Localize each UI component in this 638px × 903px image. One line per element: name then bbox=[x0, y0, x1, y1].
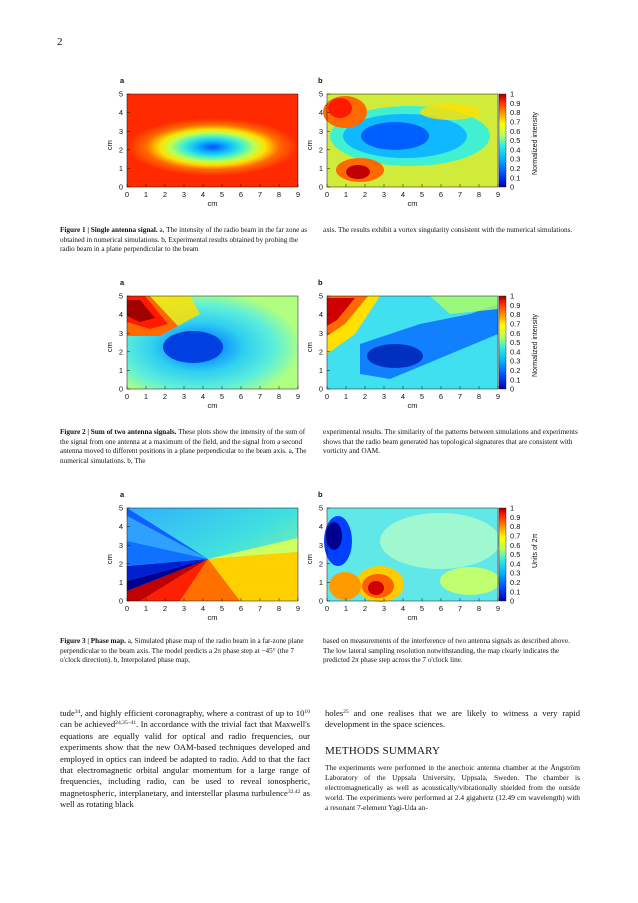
panel-a-xtick-label: 7 bbox=[257, 604, 263, 613]
figure-1-panel-a-map bbox=[127, 94, 298, 187]
figure-3-colorbar-label: Units of 2π bbox=[532, 533, 539, 568]
colorbar-tick-label: 0.6 bbox=[510, 126, 521, 136]
figure-1-panel-a-label: a bbox=[120, 76, 125, 85]
panel-a-ytick-label: 2 bbox=[118, 347, 123, 357]
colorbar-tick-label: 0.7 bbox=[510, 117, 521, 127]
panel-b-ylabel: cm bbox=[305, 140, 314, 151]
figure-2-panel-b-map bbox=[327, 296, 498, 389]
panel-a-xtick-label: 0 bbox=[124, 190, 130, 199]
panel-b-xtick-label: 1 bbox=[343, 604, 349, 613]
panel-b-xtick-label: 1 bbox=[343, 190, 349, 199]
panel-a-ytick-label: 1 bbox=[118, 366, 123, 375]
figure-2-caption-right: experimental results. The similarity of the patterns between simulations and experiments shows that the radio beam generated has topological signatures that are consistent with vorticity and OAM. bbox=[323, 428, 578, 456]
colorbar-tick-label: 0.4 bbox=[510, 347, 521, 357]
colorbar-tick-label: 0.4 bbox=[510, 145, 521, 155]
colorbar-tick-label: 0.1 bbox=[510, 375, 521, 385]
colorbar-tick-label: 0.7 bbox=[510, 319, 521, 329]
panel-a-xtick-label: 2 bbox=[162, 190, 168, 199]
figure-2 bbox=[0, 274, 638, 424]
panel-a-xtick-label: 3 bbox=[181, 190, 187, 199]
panel-b-xtick-label: 3 bbox=[381, 190, 387, 199]
colorbar-tick-label: 1 bbox=[510, 89, 515, 99]
colorbar-tick-label: 0.5 bbox=[510, 136, 521, 146]
panel-a-ytick-label: 0 bbox=[118, 182, 123, 192]
panel-b-xtick-label: 4 bbox=[400, 604, 406, 613]
panel-a-ytick-label: 3 bbox=[118, 126, 123, 136]
methods-heading: METHODS SUMMARY bbox=[325, 745, 441, 757]
figure-3 bbox=[0, 486, 638, 636]
body-text-right: holes$^{25}$ and one realises that we are likely to witness a very rapid development in the space sciences. bbox=[325, 708, 580, 730]
colorbar-tick-label: 0.9 bbox=[510, 300, 521, 310]
panel-b-xtick-label: 2 bbox=[362, 604, 368, 613]
figure-2-colorbar bbox=[499, 296, 506, 389]
panel-b-xtick-label: 3 bbox=[381, 392, 387, 401]
figure-3-panel-a-label: a bbox=[120, 490, 125, 499]
panel-a-ytick-label: 0 bbox=[118, 596, 123, 606]
panel-a-xtick-label: 0 bbox=[124, 604, 130, 613]
panel-b-ytick-label: 0 bbox=[318, 182, 323, 192]
panel-b-xtick-label: 6 bbox=[438, 604, 444, 613]
colorbar-tick-label: 0.2 bbox=[510, 164, 521, 173]
page-number: 2 bbox=[57, 36, 63, 48]
panel-b-xtick-label: 8 bbox=[476, 392, 482, 401]
panel-a-ylabel: cm bbox=[105, 140, 114, 151]
panel-a-ytick-label: 4 bbox=[118, 522, 123, 532]
colorbar-tick-label: 0.2 bbox=[510, 366, 521, 375]
panel-a-xtick-label: 3 bbox=[181, 392, 187, 401]
panel-a-xtick-label: 3 bbox=[181, 604, 187, 613]
panel-b-xtick-label: 6 bbox=[438, 190, 444, 199]
colorbar-tick-label: 0.7 bbox=[510, 531, 521, 541]
panel-b-ytick-label: 5 bbox=[318, 291, 323, 301]
panel-a-ytick-label: 4 bbox=[118, 108, 123, 118]
panel-a-xtick-label: 9 bbox=[295, 190, 301, 199]
panel-a-xtick-label: 4 bbox=[200, 190, 206, 199]
figure-3-colorbar bbox=[499, 508, 506, 601]
panel-a-ytick-label: 5 bbox=[118, 89, 123, 99]
panel-b-xtick-label: 0 bbox=[324, 392, 330, 401]
panel-a-ytick-label: 1 bbox=[118, 578, 123, 587]
panel-b-xtick-label: 5 bbox=[419, 190, 425, 199]
colorbar-tick-label: 1 bbox=[510, 291, 515, 301]
figure-1-panel-b-map bbox=[323, 94, 498, 187]
colorbar-tick-label: 0 bbox=[510, 182, 515, 192]
panel-b-ytick-label: 5 bbox=[318, 89, 323, 99]
panel-a-xtick-label: 8 bbox=[276, 604, 282, 613]
panel-a-xtick-label: 7 bbox=[257, 392, 263, 401]
panel-a-xtick-label: 0 bbox=[124, 392, 130, 401]
colorbar-tick-label: 0.4 bbox=[510, 559, 521, 569]
panel-b-xtick-label: 2 bbox=[362, 392, 368, 401]
panel-b-xtick-label: 7 bbox=[457, 190, 463, 199]
panel-a-xlabel: cm bbox=[207, 613, 218, 622]
figure-3-panel-a-map bbox=[127, 508, 298, 601]
figure-3-caption-right: based on measurements of the interference of two antenna signals as described above. The low lateral sampling resolution notwithstanding, the map clearly indicates the predicted 2π phase step across the 7 o'clock line. bbox=[323, 637, 570, 665]
figure-2-caption-left: Figure 2 | Sum of two antenna signals. These plots show the intensity of the sum of the signal from one antenna at a maximum of the field, and the signal from a second antenna moved to different positions in a plane perpendicular to the beam axis. a, The numerical simulations. b, The bbox=[60, 428, 307, 465]
panel-b-xlabel: cm bbox=[407, 199, 418, 208]
colorbar-tick-label: 0 bbox=[510, 384, 515, 394]
colorbar-tick-label: 0.3 bbox=[510, 568, 521, 578]
panel-b-xtick-label: 8 bbox=[476, 604, 482, 613]
panel-a-ytick-label: 1 bbox=[118, 164, 123, 173]
figure-3-caption-left: Figure 3 | Phase map. a, Simulated phase map of the radio beam in a far-zone plane perpendicular to the beam axis. The model predicts a 2π phase step at −45° (the 7 o'clock direction). b, Interpolated phase map, bbox=[60, 637, 304, 665]
panel-a-xtick-label: 7 bbox=[257, 190, 263, 199]
panel-b-xtick-label: 9 bbox=[495, 190, 501, 199]
panel-b-ytick-label: 4 bbox=[318, 310, 323, 320]
colorbar-tick-label: 0.5 bbox=[510, 338, 521, 348]
panel-b-ytick-label: 1 bbox=[318, 164, 323, 173]
figure-2-panel-a-map bbox=[127, 296, 298, 389]
panel-a-xtick-label: 8 bbox=[276, 392, 282, 401]
panel-b-ytick-label: 3 bbox=[318, 328, 323, 338]
panel-b-ylabel: cm bbox=[305, 554, 314, 565]
panel-a-xtick-label: 6 bbox=[238, 604, 244, 613]
panel-b-ylabel: cm bbox=[305, 342, 314, 353]
panel-a-xtick-label: 1 bbox=[143, 604, 149, 613]
figure-2-panel-a-label: a bbox=[120, 278, 125, 287]
panel-b-xtick-label: 4 bbox=[400, 392, 406, 401]
panel-a-ytick-label: 5 bbox=[118, 291, 123, 301]
panel-a-xtick-label: 9 bbox=[295, 392, 301, 401]
panel-b-xtick-label: 2 bbox=[362, 190, 368, 199]
panel-a-ytick-label: 4 bbox=[118, 310, 123, 320]
figure-2-colorbar-label: Normalized intensity bbox=[532, 313, 539, 377]
panel-b-ytick-label: 1 bbox=[318, 578, 323, 587]
panel-b-xtick-label: 5 bbox=[419, 604, 425, 613]
panel-b-xlabel: cm bbox=[407, 613, 418, 622]
panel-a-ylabel: cm bbox=[105, 554, 114, 565]
colorbar-tick-label: 0.1 bbox=[510, 587, 521, 597]
panel-b-ytick-label: 2 bbox=[318, 347, 323, 357]
panel-b-ytick-label: 1 bbox=[318, 366, 323, 375]
panel-b-ytick-label: 3 bbox=[318, 126, 323, 136]
panel-a-xtick-label: 6 bbox=[238, 190, 244, 199]
panel-b-xtick-label: 7 bbox=[457, 604, 463, 613]
panel-b-xtick-label: 6 bbox=[438, 392, 444, 401]
panel-b-ytick-label: 2 bbox=[318, 145, 323, 155]
panel-b-ytick-label: 5 bbox=[318, 503, 323, 513]
panel-a-xtick-label: 6 bbox=[238, 392, 244, 401]
panel-a-xtick-label: 4 bbox=[200, 392, 206, 401]
panel-b-ytick-label: 4 bbox=[318, 108, 323, 118]
figure-1-caption-right: axis. The results exhibit a vortex singularity consistent with the numerical simulations. bbox=[323, 226, 573, 234]
panel-b-xtick-label: 5 bbox=[419, 392, 425, 401]
panel-b-ytick-label: 4 bbox=[318, 522, 323, 532]
panel-b-xtick-label: 0 bbox=[324, 190, 330, 199]
panel-b-xtick-label: 8 bbox=[476, 190, 482, 199]
panel-a-xtick-label: 5 bbox=[219, 190, 225, 199]
panel-a-xtick-label: 2 bbox=[162, 392, 168, 401]
colorbar-tick-label: 0.6 bbox=[510, 540, 521, 550]
panel-a-ytick-label: 5 bbox=[118, 503, 123, 513]
panel-a-ytick-label: 3 bbox=[118, 540, 123, 550]
colorbar-tick-label: 0.3 bbox=[510, 356, 521, 366]
panel-b-xlabel: cm bbox=[407, 401, 418, 410]
colorbar-tick-label: 0.1 bbox=[510, 173, 521, 183]
colorbar-tick-label: 0.9 bbox=[510, 98, 521, 108]
colorbar-tick-label: 1 bbox=[510, 503, 515, 513]
panel-a-xtick-label: 1 bbox=[143, 392, 149, 401]
colorbar-tick-label: 0.8 bbox=[510, 310, 521, 320]
panel-a-xtick-label: 5 bbox=[219, 604, 225, 613]
colorbar-tick-label: 0.2 bbox=[510, 578, 521, 587]
panel-a-ytick-label: 0 bbox=[118, 384, 123, 394]
panel-a-ytick-label: 2 bbox=[118, 559, 123, 569]
panel-a-xtick-label: 8 bbox=[276, 190, 282, 199]
panel-a-xlabel: cm bbox=[207, 199, 218, 208]
panel-b-xtick-label: 1 bbox=[343, 392, 349, 401]
figure-3-panel-b-map bbox=[324, 508, 500, 602]
body-text-left: tude$^{34}$, and highly efficient coronagraphy, where a contrast of up to $10^{10}$ can be achieved$^{24,35-41}$. In accordance with the trivial fact that Maxwell's equations are equally valid for optical and radio frequencies, our experiments show that the new OAM-based techniques developed and employed in optics can indeed be adapted to radio. Add to that the fact that electromagnetic orbital angular momentum for a large range of frequencies, including radio, can be used to reveal ionospheric, magnetospheric, interplanetary, and interstellar plasma turbulence$^{32,42}$ as well as rotating black bbox=[60, 708, 310, 810]
figure-2-panel-b-label: b bbox=[318, 278, 323, 287]
colorbar-tick-label: 0.5 bbox=[510, 550, 521, 560]
colorbar-tick-label: 0 bbox=[510, 596, 515, 606]
colorbar-tick-label: 0.8 bbox=[510, 522, 521, 532]
panel-a-xtick-label: 1 bbox=[143, 190, 149, 199]
figure-1-caption-left: Figure 1 | Single antenna signal. a, The intensity of the radio beam in the far zone as obtained in numerical simulations. b, Experimental results obtained by probing the radio beam in a plane perpendicular to the beam bbox=[60, 226, 308, 254]
panel-b-xtick-label: 7 bbox=[457, 392, 463, 401]
panel-b-xtick-label: 9 bbox=[495, 392, 501, 401]
panel-b-ytick-label: 2 bbox=[318, 559, 323, 569]
panel-b-ytick-label: 3 bbox=[318, 540, 323, 550]
panel-b-xtick-label: 3 bbox=[381, 604, 387, 613]
figure-1-colorbar bbox=[499, 94, 506, 187]
panel-a-ytick-label: 2 bbox=[118, 145, 123, 155]
colorbar-tick-label: 0.6 bbox=[510, 328, 521, 338]
figure-1 bbox=[0, 72, 638, 222]
panel-a-xtick-label: 9 bbox=[295, 604, 301, 613]
panel-a-ylabel: cm bbox=[105, 342, 114, 353]
panel-b-xtick-label: 9 bbox=[495, 604, 501, 613]
colorbar-tick-label: 0.3 bbox=[510, 154, 521, 164]
methods-text: The experiments were performed in the anechoic antenna chamber at the Ångström Laboratory of the Uppsala University, Uppsala, Sweden. The chamber is electromagnetically as well as acoustically/vibrationally shielded from the outside world. The experiments were performed at 2.4 gigahertz (12.49 cm wavelength) with a resonant 7-element Yagi-Uda an- bbox=[325, 763, 580, 812]
panel-a-ytick-label: 3 bbox=[118, 328, 123, 338]
panel-a-xtick-label: 4 bbox=[200, 604, 206, 613]
colorbar-tick-label: 0.8 bbox=[510, 108, 521, 118]
panel-b-xtick-label: 4 bbox=[400, 190, 406, 199]
figure-3-panel-b-label: b bbox=[318, 490, 323, 499]
colorbar-tick-label: 0.9 bbox=[510, 512, 521, 522]
figure-1-panel-b-label: b bbox=[318, 76, 323, 85]
figure-1-colorbar-label: Normalized intensity bbox=[532, 111, 539, 175]
panel-b-ytick-label: 0 bbox=[318, 384, 323, 394]
panel-a-xtick-label: 5 bbox=[219, 392, 225, 401]
panel-a-xtick-label: 2 bbox=[162, 604, 168, 613]
panel-b-ytick-label: 0 bbox=[318, 596, 323, 606]
panel-a-xlabel: cm bbox=[207, 401, 218, 410]
panel-b-xtick-label: 0 bbox=[324, 604, 330, 613]
